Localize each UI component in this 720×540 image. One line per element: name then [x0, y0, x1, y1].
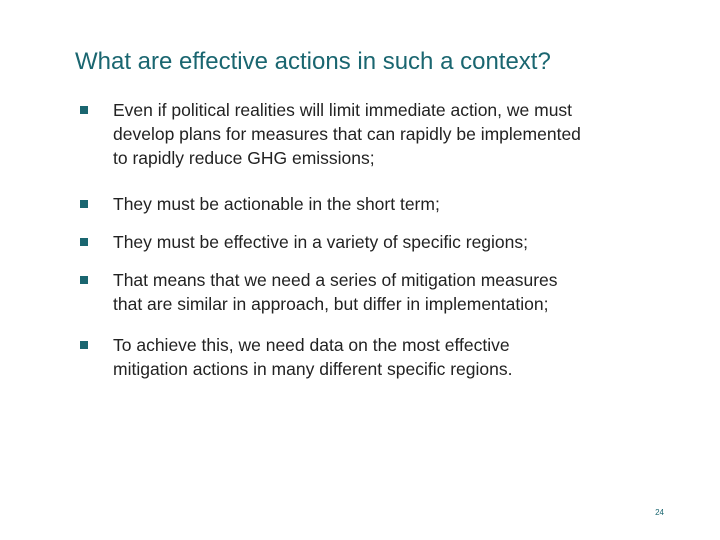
bullet-text [113, 98, 673, 170]
bullet-line: develop plans for measures that can rapidly be implemented [113, 124, 581, 144]
square-bullet-icon [80, 200, 88, 208]
bullet-text [113, 192, 673, 216]
bullet-line: mitigation actions in many different specific regions. [113, 359, 513, 379]
square-bullet-icon [80, 238, 88, 246]
bullet-line: They must be actionable in the short term; [113, 194, 440, 214]
bullet-line: That means that we need a series of mitigation measures [113, 270, 558, 290]
bullet-line: They must be effective in a variety of specific regions; [113, 232, 529, 252]
bullet-line: that are similar in approach, but differ in implementation; [113, 294, 549, 314]
bullet-line: To achieve this, we need data on the most effective [113, 335, 510, 355]
square-bullet-icon [80, 341, 88, 349]
square-bullet-icon [80, 276, 88, 284]
bullet-line: to rapidly reduce GHG emissions; [113, 148, 375, 168]
slide-title: What are effective actions in such a context? [75, 48, 551, 75]
page-number: 24 [655, 508, 664, 517]
bullet-text [113, 333, 673, 381]
square-bullet-icon [80, 106, 88, 114]
bullet-line: Even if political realities will limit immediate action, we must [113, 100, 573, 120]
bullet-text [113, 268, 673, 316]
bullet-text [113, 230, 673, 254]
